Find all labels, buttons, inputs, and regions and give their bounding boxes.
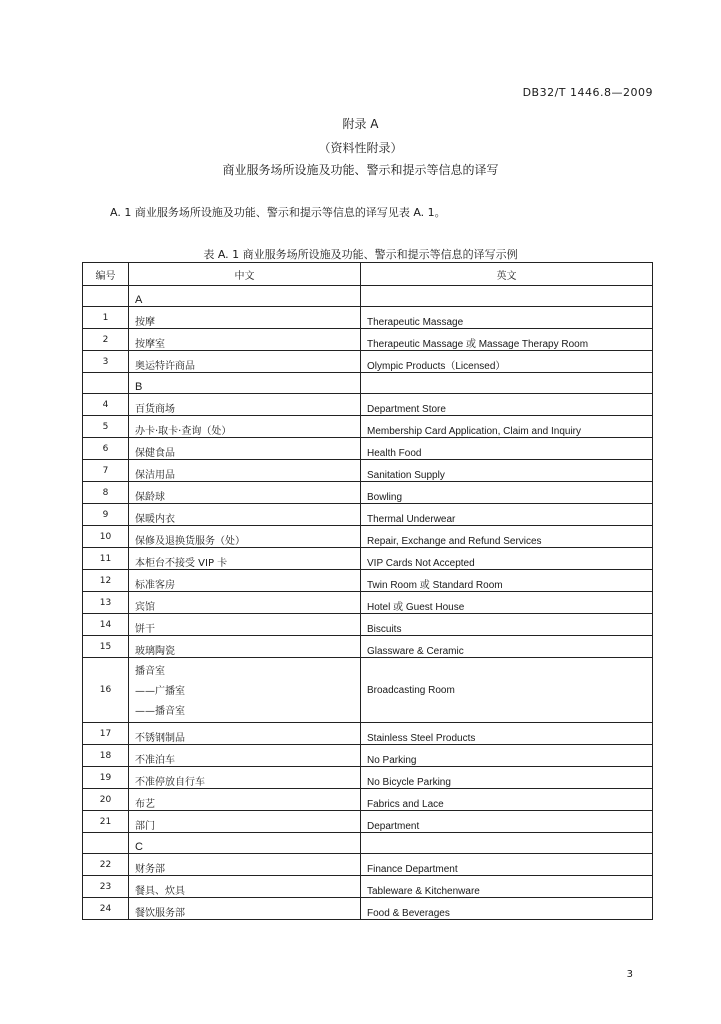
- row-number: 1: [83, 307, 129, 329]
- row-english: No Parking: [361, 745, 653, 767]
- table-row: [83, 898, 653, 920]
- letter-group-row: [83, 373, 653, 394]
- row-number: 23: [83, 876, 129, 898]
- page-number: 3: [626, 969, 633, 980]
- row-chinese: 餐饮服务部: [129, 898, 361, 920]
- row-chinese: 宾馆: [129, 592, 361, 614]
- row-english: [361, 833, 653, 854]
- letter-heading: C: [129, 833, 361, 854]
- row-english: Bowling: [361, 482, 653, 504]
- row-english: Therapeutic Massage 或 Massage Therapy Room: [361, 329, 653, 351]
- table-row: [83, 438, 653, 460]
- table-row: [83, 416, 653, 438]
- row-chinese: 不锈钢制品: [129, 723, 361, 745]
- row-chinese: 不准泊车: [129, 745, 361, 767]
- table-row: [83, 811, 653, 833]
- row-chinese: 布艺: [129, 789, 361, 811]
- row-number: 12: [83, 570, 129, 592]
- row-chinese: 不准停放自行车: [129, 767, 361, 789]
- row-english: Food & Beverages: [361, 898, 653, 920]
- row-chinese: 本柜台不接受 VIP 卡: [129, 548, 361, 570]
- table-row: [83, 854, 653, 876]
- row-english: Thermal Underwear: [361, 504, 653, 526]
- row-english: Hotel 或 Guest House: [361, 592, 653, 614]
- table-row: [83, 307, 653, 329]
- table-row: [83, 723, 653, 745]
- table-body: [83, 286, 653, 920]
- row-number: 8: [83, 482, 129, 504]
- row-english: [361, 286, 653, 307]
- row-chinese: 办卡·取卡·查询（处）: [129, 416, 361, 438]
- table-row: [83, 614, 653, 636]
- row-number: 24: [83, 898, 129, 920]
- table-row: [83, 658, 653, 723]
- row-number: 15: [83, 636, 129, 658]
- row-number: [83, 286, 129, 307]
- appendix-label: 附录 A: [342, 117, 379, 131]
- row-chinese: 保健食品: [129, 438, 361, 460]
- row-chinese: 按摩室: [129, 329, 361, 351]
- row-chinese: 按摩: [129, 307, 361, 329]
- row-number: 3: [83, 351, 129, 373]
- row-number: 17: [83, 723, 129, 745]
- appendix-title: 商业服务场所设施及功能、警示和提示等信息的译写: [222, 163, 499, 177]
- row-chinese: 财务部: [129, 854, 361, 876]
- row-english: Olympic Products（Licensed）: [361, 351, 653, 373]
- header-num: 编号: [83, 263, 129, 286]
- row-number: 2: [83, 329, 129, 351]
- row-english: Fabrics and Lace: [361, 789, 653, 811]
- row-number: [83, 373, 129, 394]
- appendix-type: （资料性附录）: [318, 141, 403, 155]
- row-number: 10: [83, 526, 129, 548]
- row-chinese-line: ——播音室: [135, 706, 185, 717]
- row-number: 13: [83, 592, 129, 614]
- row-english: Therapeutic Massage: [361, 307, 653, 329]
- row-english: Broadcasting Room: [361, 658, 653, 723]
- row-english: Department: [361, 811, 653, 833]
- row-english: Sanitation Supply: [361, 460, 653, 482]
- row-number: 5: [83, 416, 129, 438]
- table-row: [83, 329, 653, 351]
- translation-table: [82, 262, 653, 920]
- row-chinese: 保洁用品: [129, 460, 361, 482]
- table-row: [83, 504, 653, 526]
- row-english: No Bicycle Parking: [361, 767, 653, 789]
- row-english: Repair, Exchange and Refund Services: [361, 526, 653, 548]
- row-english: Department Store: [361, 394, 653, 416]
- row-english: Twin Room 或 Standard Room: [361, 570, 653, 592]
- table-row: [83, 789, 653, 811]
- row-english: Stainless Steel Products: [361, 723, 653, 745]
- header-en: 英文: [361, 263, 653, 286]
- row-chinese: 奥运特许商品: [129, 351, 361, 373]
- row-number: 14: [83, 614, 129, 636]
- table-row: [83, 876, 653, 898]
- row-chinese: 保暖内衣: [129, 504, 361, 526]
- row-english: Finance Department: [361, 854, 653, 876]
- row-chinese: 餐具、炊具: [129, 876, 361, 898]
- row-english: [361, 373, 653, 394]
- table-row: [83, 548, 653, 570]
- row-chinese: 饼干: [129, 614, 361, 636]
- row-chinese: 部门: [129, 811, 361, 833]
- row-number: 16: [83, 658, 129, 723]
- table-row: [83, 570, 653, 592]
- row-english: VIP Cards Not Accepted: [361, 548, 653, 570]
- row-chinese: 保龄球: [129, 482, 361, 504]
- row-chinese: 标准客房: [129, 570, 361, 592]
- row-number: 21: [83, 811, 129, 833]
- letter-group-row: [83, 286, 653, 307]
- letter-heading: B: [129, 373, 361, 394]
- row-english: Membership Card Application, Claim and Inquiry: [361, 416, 653, 438]
- table-row: [83, 745, 653, 767]
- letter-heading: A: [129, 286, 361, 307]
- row-number: 4: [83, 394, 129, 416]
- table-row: [83, 394, 653, 416]
- intro-paragraph: A. 1 商业服务场所设施及功能、警示和提示等信息的译写见表 A. 1。: [110, 206, 446, 219]
- table-row: [83, 482, 653, 504]
- row-chinese: 保修及退换货服务（处）: [129, 526, 361, 548]
- table-row: [83, 636, 653, 658]
- row-number: 7: [83, 460, 129, 482]
- letter-group-row: [83, 833, 653, 854]
- row-chinese-line: 播音室: [135, 666, 165, 677]
- table-row: [83, 767, 653, 789]
- table-row: [83, 351, 653, 373]
- row-number: 6: [83, 438, 129, 460]
- row-number: 22: [83, 854, 129, 876]
- row-number: 11: [83, 548, 129, 570]
- row-number: 20: [83, 789, 129, 811]
- table-header-row: [83, 263, 653, 286]
- row-number: 9: [83, 504, 129, 526]
- row-number: [83, 833, 129, 854]
- table-row: [83, 592, 653, 614]
- standard-code: DB32/T 1446.8—2009: [522, 86, 653, 99]
- row-chinese: 玻璃陶瓷: [129, 636, 361, 658]
- row-number: 19: [83, 767, 129, 789]
- table-caption: 表 A. 1 商业服务场所设施及功能、警示和提示等信息的译写示例: [203, 248, 518, 261]
- row-english: Health Food: [361, 438, 653, 460]
- row-chinese: 百货商场: [129, 394, 361, 416]
- table-row: [83, 526, 653, 548]
- table-row: [83, 460, 653, 482]
- row-chinese-line: ——广播室: [135, 686, 185, 697]
- header-zh: 中文: [129, 263, 361, 286]
- row-english: Tableware & Kitchenware: [361, 876, 653, 898]
- row-number: 18: [83, 745, 129, 767]
- row-english: Biscuits: [361, 614, 653, 636]
- row-english: Glassware & Ceramic: [361, 636, 653, 658]
- row-chinese: [129, 658, 361, 723]
